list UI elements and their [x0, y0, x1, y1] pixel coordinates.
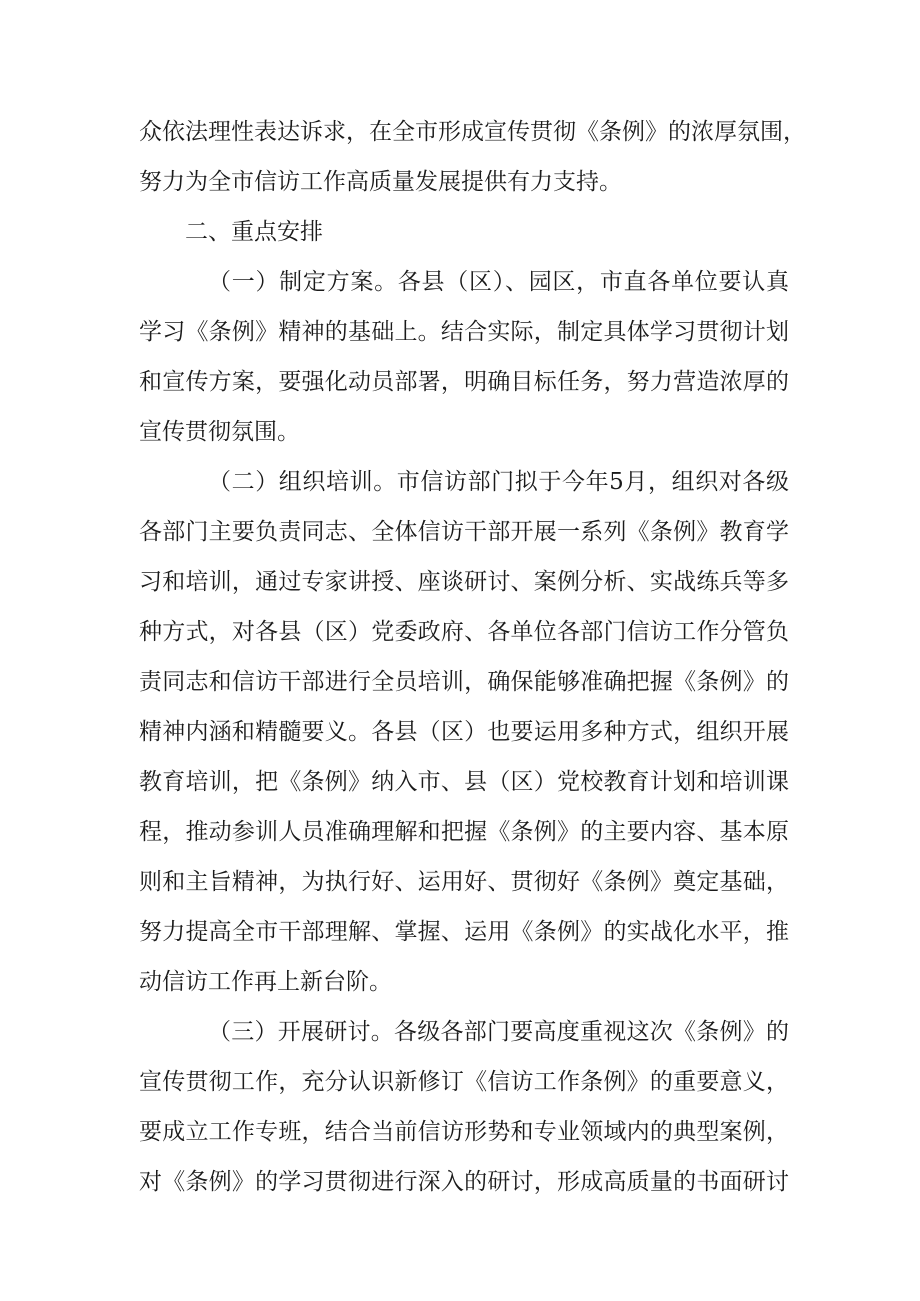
text-line: 对《条例》的学习贯彻进行深入的研讨，形成高质量的书面研讨 — [139, 1169, 789, 1195]
text-line: 学习《条例》精神的基础上。结合实际，制定具体学习贯彻计划 — [139, 319, 789, 345]
text-line: 众依法理性表达诉求，在全市形成宣传贯彻《条例》的浓厚氛围， — [139, 119, 806, 145]
text-line: 和宣传方案，要强化动员部署，明确目标任务，努力营造浓厚的 — [139, 369, 789, 395]
text-line: 习和培训，通过专家讲授、座谈研讨、案例分析、实战练兵等多 — [139, 569, 789, 595]
text-line: 各部门主要负责同志、全体信访干部开展一系列《条例》教育学 — [139, 519, 789, 545]
text-line: 宣传贯彻工作，充分认识新修订《信访工作条例》的重要意义， — [139, 1069, 789, 1095]
text-line: 则和主旨精神，为执行好、运用好、贯彻好《条例》奠定基础， — [139, 869, 789, 895]
text-line: 程，推动参训人员准确理解和把握《条例》的主要内容、基本原 — [139, 819, 789, 845]
text-line: 教育培训，把《条例》纳入市、县（区）党校教育计划和培训课 — [139, 769, 789, 795]
text-line: 动信访工作再上新台阶。 — [139, 969, 392, 995]
text-line: 精神内涵和精髓要义。各县（区）也要运用多种方式，组织开展 — [139, 719, 789, 745]
text-line: 责同志和信访干部进行全员培训，确保能够准确把握《条例》的 — [139, 669, 789, 695]
text-line: 努力为全市信访工作高质量发展提供有力支持。 — [139, 169, 622, 195]
text-line: （二）组织培训。市信访部门拟于今年5月，组织对各级 — [208, 469, 789, 495]
section-heading: 二、重点安排 — [185, 219, 323, 245]
text-line: （三）开展研讨。各级各部门要高度重视这次《条例》的 — [208, 1019, 789, 1045]
text-line: 要成立工作专班，结合当前信访形势和专业领域内的典型案例， — [139, 1119, 789, 1145]
text-line: 种方式，对各县（区）党委政府、各单位各部门信访工作分管负 — [139, 619, 789, 645]
text-line: （一）制定方案。各县（区）、园区，市直各单位要认真 — [208, 269, 789, 295]
text-line: 努力提高全市干部理解、掌握、运用《条例》的实战化水平，推 — [139, 919, 789, 945]
text-line: 宣传贯彻氛围。 — [139, 419, 300, 445]
